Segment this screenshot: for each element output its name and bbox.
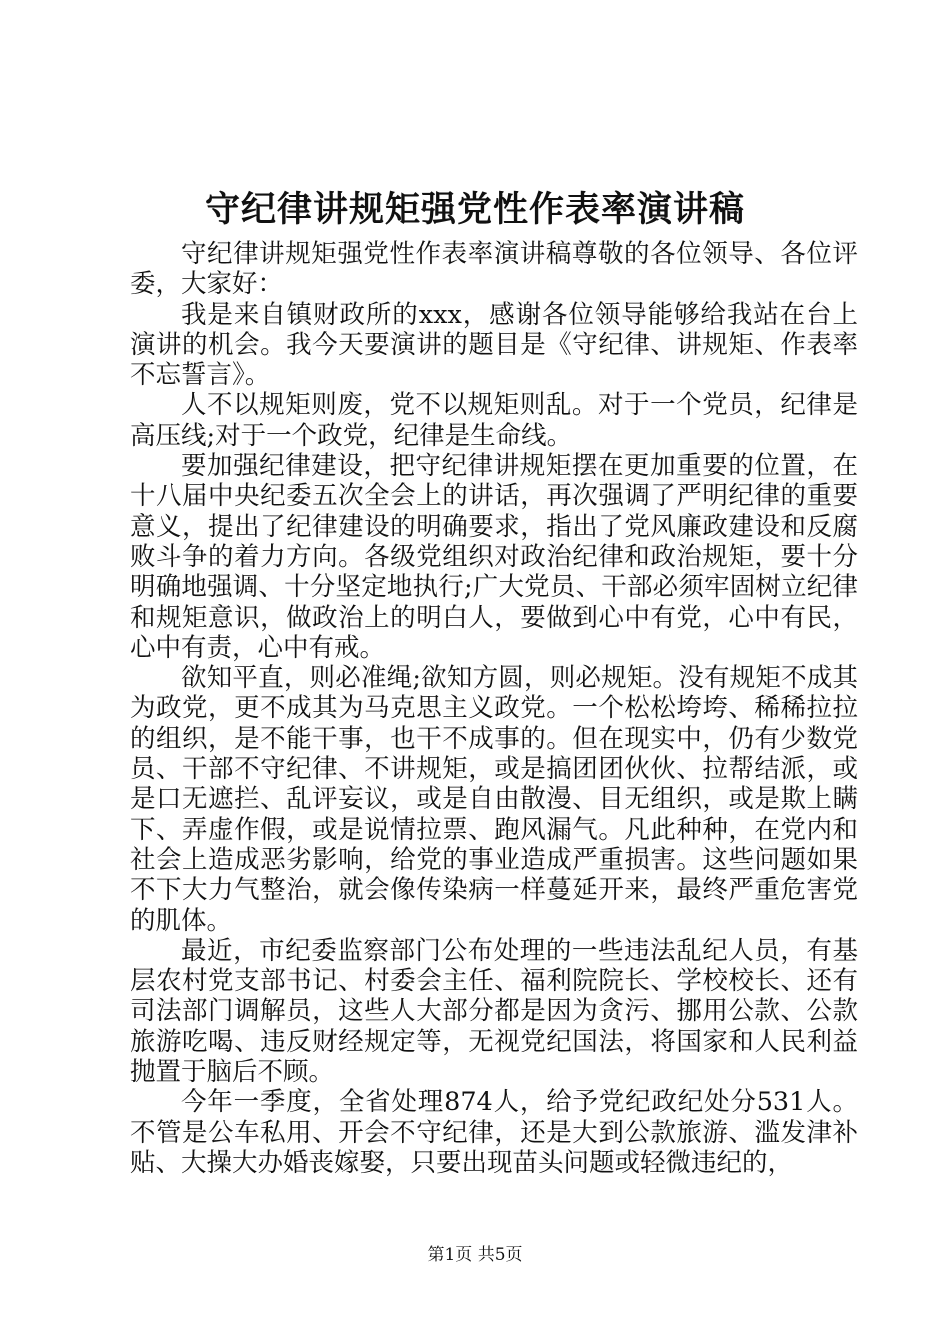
document-body — [130, 239, 858, 1178]
paragraph: 欲知平直，则必准绳;欲知方圆，则必规矩。没有规矩不成其为政党，更不成其为马克思主义政党。一个松松垮垮、稀稀拉拉的组织，是不能干事，也干不成事的。但在现实中，仍有少数党员、干部不守纪律、不讲规矩，或是搞团团伙伙、拉帮结派，或是口无遮拦、乱评妄议，或是自由散漫、目无组织，或是欺上瞒下、弄虚作假，或是说情拉票、跑风漏气。凡此种种，在党内和社会上造成恶劣影响，给党的事业造成严重损害。这些问题如果不下大力气整治，就会像传染病一样蔓延开来，最终严重危害党的肌体。 — [130, 663, 858, 936]
paragraph: 人不以规矩则废，党不以规矩则乱。对于一个党员，纪律是高压线;对于一个政党，纪律是生命线。 — [130, 390, 858, 451]
paragraph: 要加强纪律建设，把守纪律讲规矩摆在更加重要的位置，在十八届中央纪委五次全会上的讲话，再次强调了严明纪律的重要意义，提出了纪律建设的明确要求，指出了党风廉政建设和反腐败斗争的着力方向。各级党组织对政治纪律和政治规矩，要十分明确地强调、十分坚定地执行;广大党员、干部必须牢固树立纪律和规矩意识，做政治上的明白人，要做到心中有党，心中有民，心中有责，心中有戒。 — [130, 451, 858, 663]
document-title: 守纪律讲规矩强党性作表率演讲稿 — [204, 189, 745, 230]
paragraph: 今年一季度，全省处理874人，给予党纪政纪处分531人。不管是公车私用、开会不守纪律，还是大到公款旅游、滥发津补贴、大操大办婚丧嫁娶，只要出现苗头问题或轻微违纪的， — [130, 1087, 858, 1178]
paragraph: 守纪律讲规矩强党性作表率演讲稿尊敬的各位领导、各位评委，大家好： — [130, 239, 858, 300]
paragraph: 我是来自镇财政所的xxx，感谢各位领导能够给我站在台上演讲的机会。我今天要演讲的题目是《守纪律、讲规矩、作表率不忘誓言》。 — [130, 299, 858, 391]
page-number-footer: 第1页 共5页 — [427, 1245, 523, 1265]
paragraph: 最近，市纪委监察部门公布处理的一些违法乱纪人员，有基层农村党支部书记、村委会主任、福利院院长、学校校长、还有司法部门调解员，这些人大部分都是因为贪污、挪用公款、公款旅游吃喝、违反财经规定等，无视党纪国法，将国家和人民利益抛置于脑后不顾。 — [130, 935, 858, 1088]
